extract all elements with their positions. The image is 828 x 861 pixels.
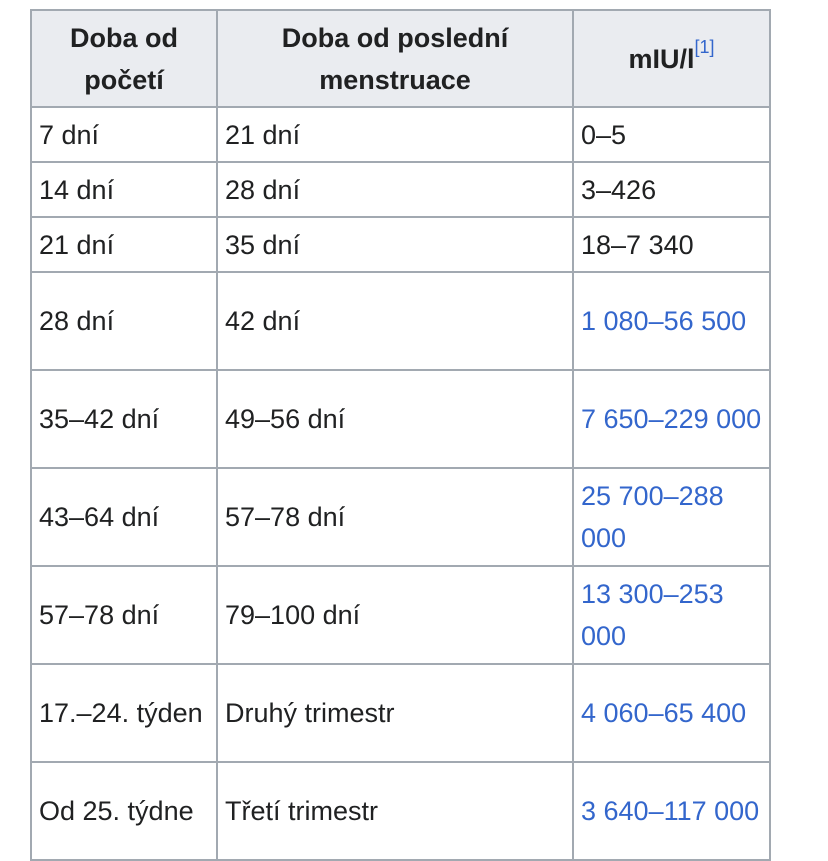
cell-menstruation: Druhý trimestr [217, 664, 573, 762]
cell-conception: 17.–24. týden [31, 664, 217, 762]
cell-conception: Od 25. týdne [31, 762, 217, 860]
cell-conception: 14 dní [31, 162, 217, 217]
cell-menstruation: 35 dní [217, 217, 573, 272]
table-row [31, 162, 770, 217]
header-time-since-conception-label: Doba od početí [70, 22, 178, 95]
cell-value-link[interactable]: 1 080–56 500 [573, 272, 770, 370]
table-row [31, 107, 770, 162]
table-row [31, 272, 770, 370]
cell-menstruation: 79–100 dní [217, 566, 573, 664]
cell-menstruation: 49–56 dní [217, 370, 573, 468]
cell-conception: 7 dní [31, 107, 217, 162]
table-row [31, 762, 770, 860]
cell-value-link[interactable]: 7 650–229 000 [573, 370, 770, 468]
header-miu-per-liter-label: mIU/l [628, 43, 695, 74]
cell-value-link[interactable]: 4 060–65 400 [573, 664, 770, 762]
header-time-since-conception [31, 10, 217, 107]
table-row [31, 370, 770, 468]
cell-menstruation: 42 dní [217, 272, 573, 370]
cell-conception: 35–42 dní [31, 370, 217, 468]
cell-menstruation: Třetí trimestr [217, 762, 573, 860]
cell-menstruation: 21 dní [217, 107, 573, 162]
cell-menstruation: 57–78 dní [217, 468, 573, 566]
table-row [31, 217, 770, 272]
hcg-levels-table [30, 9, 771, 861]
table-header-row [31, 10, 770, 107]
cell-value-link[interactable]: 3 640–117 000 [573, 762, 770, 860]
cell-conception: 21 dní [31, 217, 217, 272]
table-row [31, 468, 770, 566]
table-row [31, 566, 770, 664]
reference-link[interactable]: [1] [694, 36, 715, 57]
table-row [31, 664, 770, 762]
cell-menstruation: 28 dní [217, 162, 573, 217]
cell-value-link[interactable]: 25 700–288 000 [573, 468, 770, 566]
header-miu-per-liter [573, 10, 770, 107]
cell-value-link[interactable]: 13 300–253 000 [573, 566, 770, 664]
cell-value: 18–7 340 [573, 217, 770, 272]
hcg-table-container [30, 9, 771, 861]
header-time-since-last-menstruation [217, 10, 573, 107]
cell-conception: 28 dní [31, 272, 217, 370]
cell-conception: 57–78 dní [31, 566, 217, 664]
cell-value: 0–5 [573, 107, 770, 162]
cell-conception: 43–64 dní [31, 468, 217, 566]
header-time-since-last-menstruation-label: Doba od poslední menstruace [281, 22, 509, 95]
cell-value: 3–426 [573, 162, 770, 217]
